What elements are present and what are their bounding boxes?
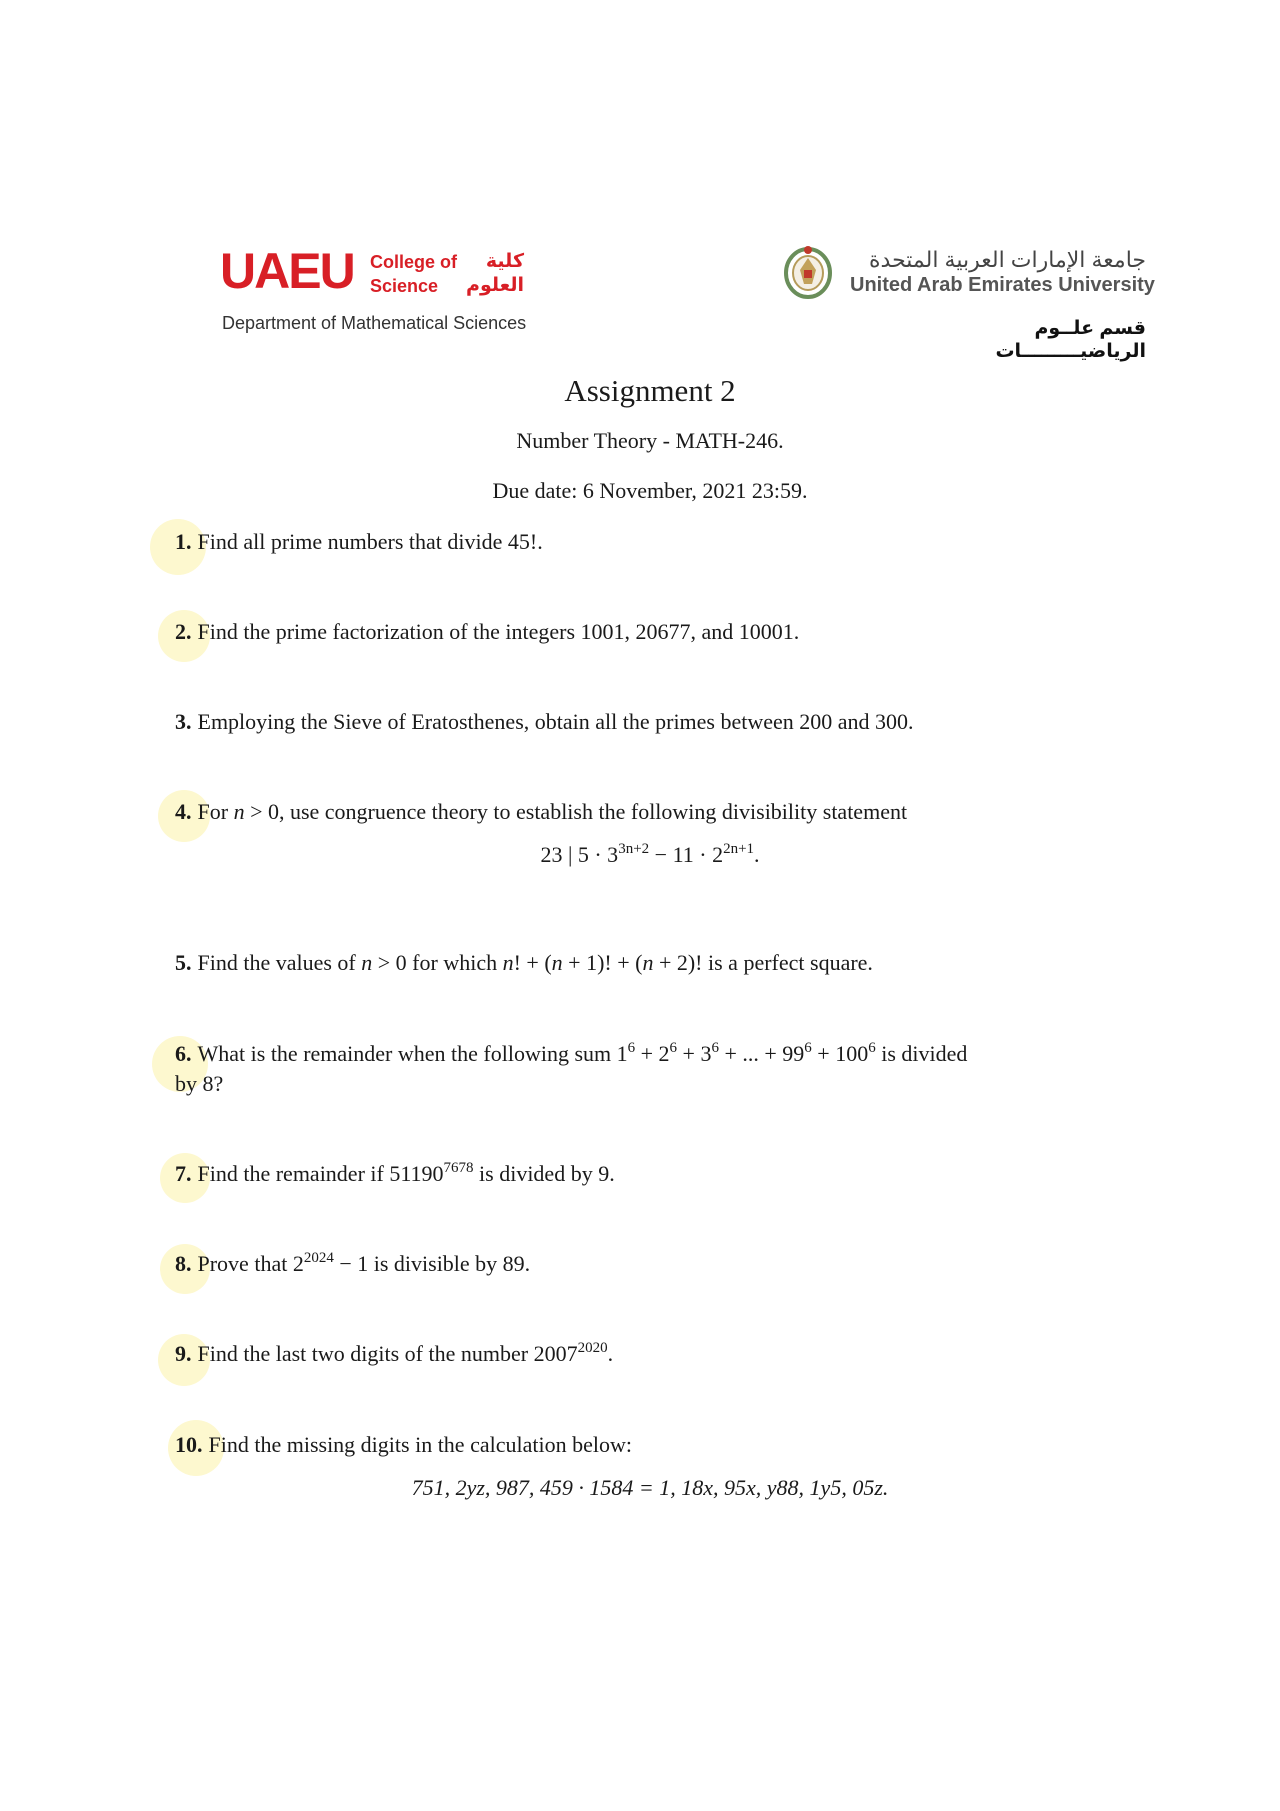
question-4: 4. For n > 0, use congruence theory to establish the following divisibility statement [175, 799, 908, 824]
uaeu-logo-text: UAEU [220, 243, 354, 299]
question-5: 5. Find the values of n > 0 for which n! + (n + 1)! + (n + 2)! is a perfect square. [175, 950, 873, 975]
due-date: Due date: 6 November, 2021 23:59. [492, 478, 808, 503]
question-8: 8. Prove that $2^{2024} - 1$ is divisible by 89. [175, 1250, 531, 1276]
college-ar-line1: كلية [485, 251, 524, 272]
college-en-line1: College of [370, 252, 458, 272]
question-1 [175, 527, 1135, 557]
college-name-ar [462, 250, 524, 298]
department-name-en: Department of Mathematical Sciences [222, 313, 527, 333]
question-number: 8. [175, 1251, 192, 1276]
question-number: 1. [175, 529, 192, 554]
question-9: 9. Find the last two digits of the number $2007^{2020}$. [175, 1340, 614, 1366]
question-3 [175, 707, 1135, 737]
question-number: 10. [175, 1432, 203, 1457]
question-7: 7. Find the remainder if $51190^{7678}$ is divided by 9. [175, 1160, 615, 1186]
question-number: 4. [175, 799, 192, 824]
university-name-en: United Arab Emirates University [850, 274, 1155, 296]
question-text: Find the missing digits in the calculation below: [208, 1432, 632, 1457]
college-ar-line2: العلوم [466, 275, 524, 296]
question-6-continued: by 8? [175, 1071, 224, 1096]
question-text: Find all prime numbers that divide 45!. [197, 529, 543, 554]
question-10 [175, 1430, 1135, 1460]
department-name-ar: قسم علــوم الرياضيـــــــــات [995, 318, 1146, 362]
question-number: 5. [175, 950, 192, 975]
university-name-ar: جامعة الإمارات العربية المتحدة [869, 247, 1146, 272]
assignment-title: Assignment 2 [564, 373, 736, 408]
question-10-formula: 751, 2yz, 987, 459 · 1584 = 1, 18x, 95x, y88, 1y5, 05z. [411, 1475, 889, 1500]
question-2 [175, 617, 1135, 647]
question-6: 6. What is the remainder when the following sum $1^6 + 2^6 + 3^6$ + ... + $99^6 + 100^6$ is divided [175, 1040, 968, 1066]
university-emblem-icon [782, 240, 834, 302]
question-text: Find the prime factorization of the integers 1001, 20677, and 10001. [197, 619, 800, 644]
question-4-formula: 23 | $5 \cdot 3^{3n+2} - 11 \cdot 2^{2n+1}$. [540, 841, 760, 867]
college-en-line2: Science [370, 276, 439, 296]
course-name: Number Theory - MATH-246. [516, 428, 784, 453]
question-text: Employing the Sieve of Eratosthenes, obtain all the primes between 200 and 300. [197, 709, 914, 734]
question-number: 3. [175, 709, 192, 734]
question-number: 7. [175, 1161, 192, 1186]
question-number: 2. [175, 619, 192, 644]
college-name-en [370, 250, 457, 298]
question-number: 6. [175, 1041, 192, 1066]
question-number: 9. [175, 1341, 192, 1366]
